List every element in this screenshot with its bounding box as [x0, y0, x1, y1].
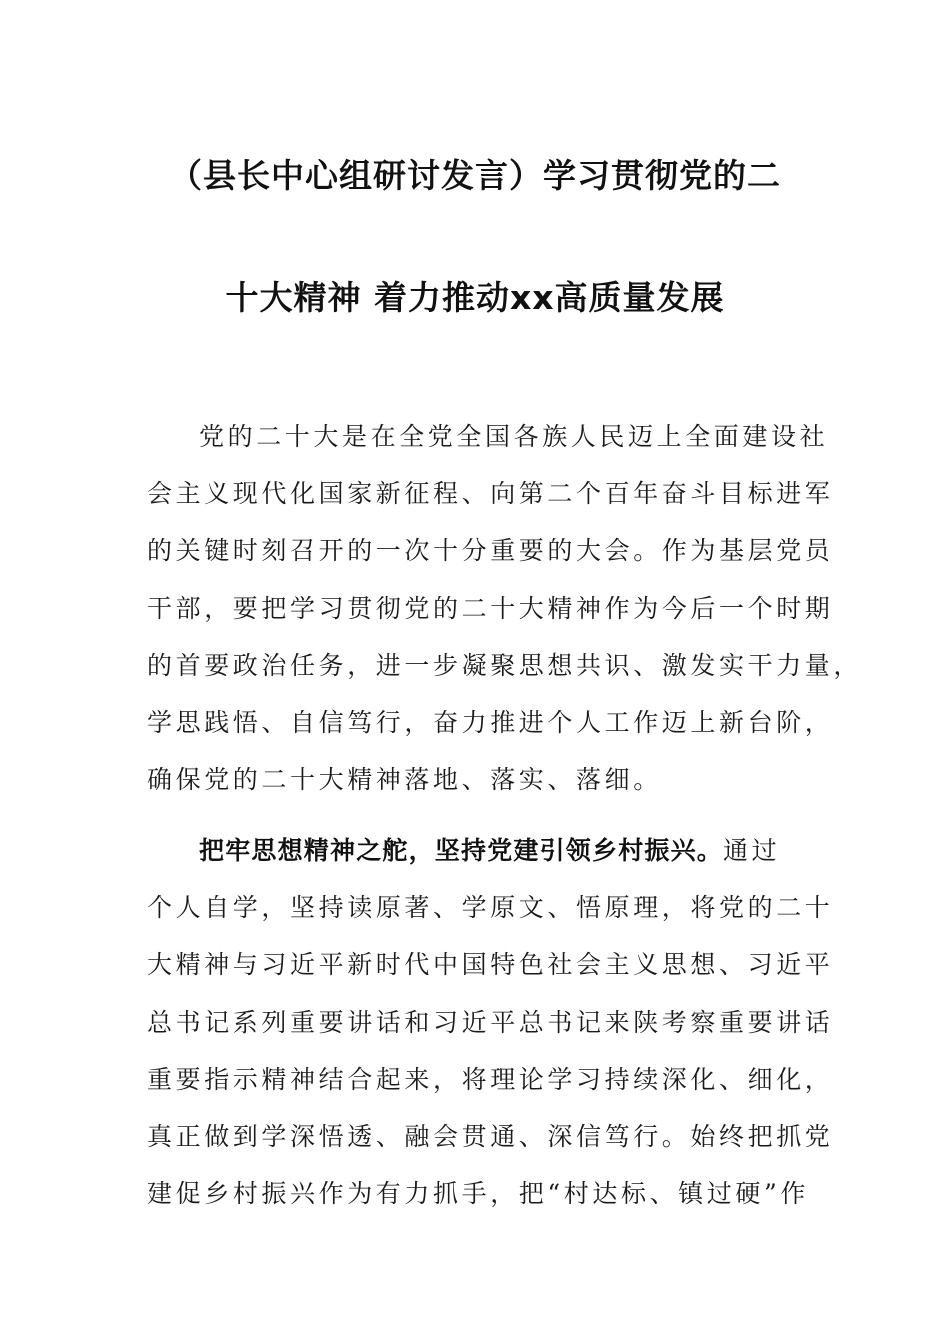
document-title-line-1: （县长中心组研讨发言）学习贯彻党的二: [169, 156, 781, 195]
paragraph-line: 会主义现代化国家新征程、向第二个百年奋斗目标进军: [147, 479, 834, 508]
paragraph-line: 的关键时刻召开的一次十分重要的大会。作为基层党员: [147, 536, 834, 565]
paragraph-line: 学思践悟、自信笃行，奋力推进个人工作迈上新台阶，: [147, 708, 834, 737]
paragraph-first-line: [199, 836, 780, 866]
paragraph-line: 真正做到学深悟透、融会贯通、深信笃行。始终把抓党: [147, 1122, 834, 1151]
document-title-line-2: 十大精神 着力推动xx高质量发展: [225, 278, 725, 317]
paragraph-line: 总书记系列重要讲话和习近平总书记来陕考察重要讲话: [147, 1008, 834, 1037]
paragraph-line: 的首要政治任务，进一步凝聚思想共识、激发实干力量，: [147, 651, 863, 680]
paragraph-line: 确保党的二十大精神落地、落实、落细。: [147, 765, 662, 794]
paragraph-line: 大精神与习近平新时代中国特色社会主义思想、习近平: [147, 950, 834, 979]
paragraph-first-line-rest: 通过: [723, 836, 781, 865]
paragraph-lead-heading: 把牢思想精神之舵，坚持党建引领乡村振兴。: [199, 836, 724, 865]
paragraph-line: 干部，要把学习贯彻党的二十大精神作为今后一个时期: [147, 594, 834, 623]
paragraph-line: 建促乡村振兴作为有力抓手，把“村达标、镇过硬”作: [147, 1179, 809, 1208]
paragraph-line: 重要指示精神结合起来，将理论学习持续深化、细化，: [147, 1065, 834, 1094]
paragraph-line: 党的二十大是在全党全国各族人民迈上全面建设社: [199, 422, 829, 451]
paragraph-line: 个人自学，坚持读原著、学原文、悟原理，将党的二十: [147, 893, 834, 922]
